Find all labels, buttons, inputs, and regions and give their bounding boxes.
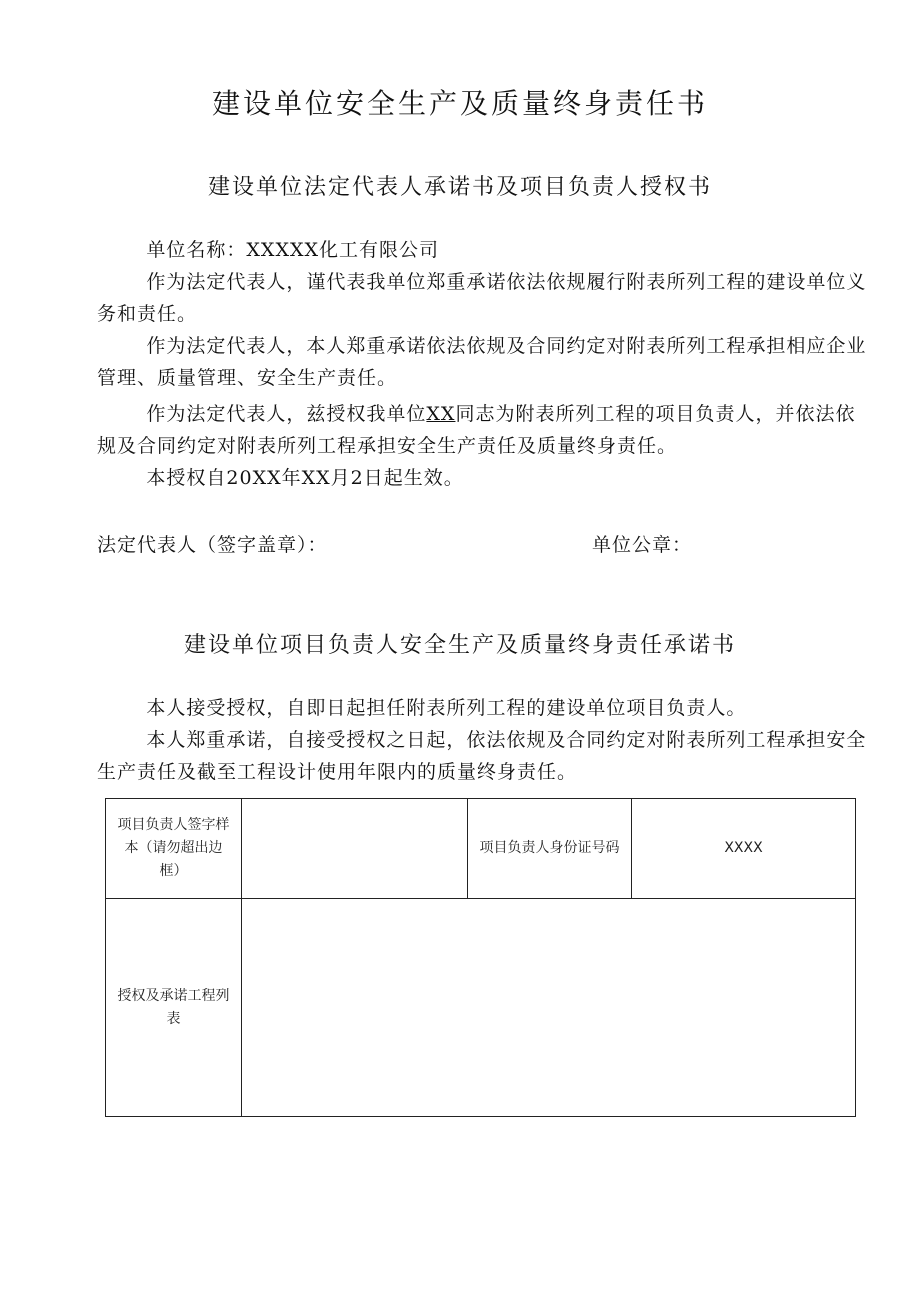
id-number-value[interactable]: XXXX xyxy=(632,799,856,899)
project-list-box[interactable] xyxy=(242,899,856,1117)
authorization-paragraph xyxy=(97,398,872,462)
authorization-text-end: 同志为附表所列工程的项目负责人，并依法依规及合同约定对附表所列工程承担安全生产责任及质量终身责任。 xyxy=(97,403,856,457)
acceptance-paragraph: 本人接受授权，自即日起担任附表所列工程的建设单位项目负责人。 xyxy=(146,697,747,719)
commitment-paragraph-1: 作为法定代表人，谨代表我单位郑重承诺依法依规履行附表所列工程的建设单位义务和责任。 xyxy=(97,271,867,325)
authorization-text-start: 作为法定代表人，兹授权我单位 xyxy=(146,403,427,425)
id-number-label: 项目负责人身份证号码 xyxy=(468,799,632,899)
pledge-paragraph: 本人郑重承诺，自接受授权之日起，依法依规及合同约定对附表所列工程承担安全生产责任及截至工程设计使用年限内的质量终身责任。 xyxy=(97,729,867,783)
legal-rep-signature-label: 法定代表人（签字盖章）： xyxy=(97,534,328,556)
commitment-paragraph-2: 作为法定代表人，本人郑重承诺依法依规及合同约定对附表所列工程承担相应企业管理、质量管理、安全生产责任。 xyxy=(97,335,867,389)
unit-seal-label: 单位公章： xyxy=(592,534,693,556)
project-list-label: 授权及承诺工程列表 xyxy=(106,899,242,1117)
document-title: 建设单位安全生产及质量终身责任书 xyxy=(211,87,708,120)
authorized-person-name: XX xyxy=(426,403,456,425)
section1-title: 建设单位法定代表人承诺书及项目负责人授权书 xyxy=(207,175,712,200)
responsibility-table xyxy=(105,798,856,1117)
unit-name-line: 单位名称：XXXXX化工有限公司 xyxy=(146,239,440,261)
table-row xyxy=(106,899,856,1117)
section2-title: 建设单位项目负责人安全生产及质量终身责任承诺书 xyxy=(183,633,736,658)
table-row xyxy=(106,799,856,899)
signature-sample-label: 项目负责人签字样本（请勿超出边框） xyxy=(106,799,242,899)
signature-sample-box[interactable] xyxy=(242,799,468,899)
effective-date-line: 本授权自20XX年XX月2日起生效。 xyxy=(146,467,464,489)
